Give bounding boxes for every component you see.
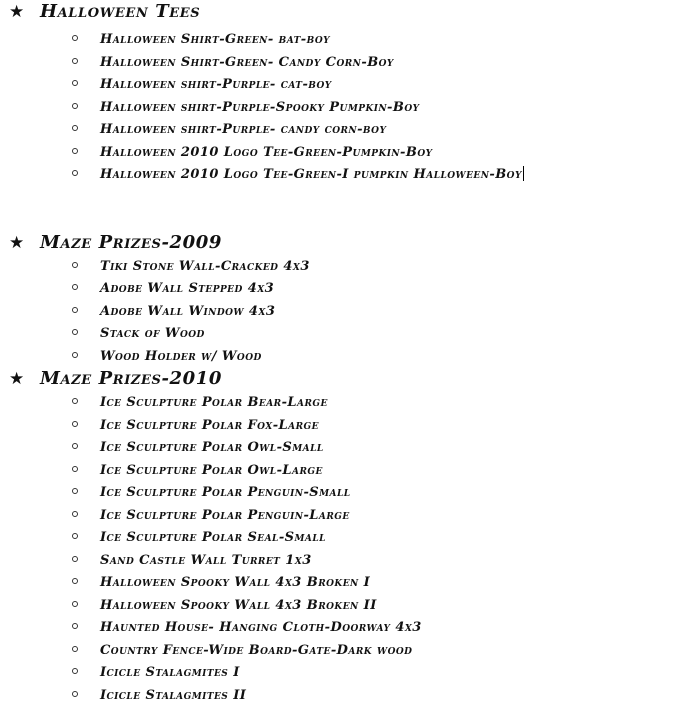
bullet-icon: [72, 646, 78, 652]
list-item: [0, 119, 679, 142]
section-header: [0, 232, 679, 254]
item-text[interactable]: Halloween 2010 Logo Tee-Green-I pumpkin Halloween-Boy: [100, 167, 522, 182]
item-label[interactable]: Halloween shirt-Purple- cat-boy: [100, 77, 332, 92]
section-maze-prizes-2010: [0, 368, 679, 707]
item-list: [0, 29, 679, 187]
section-title[interactable]: Maze Prizes-2010: [40, 368, 223, 389]
list-item: [0, 52, 679, 75]
bullet-icon: [72, 488, 78, 494]
item-label[interactable]: Halloween Spooky Wall 4x3 Broken I: [100, 575, 371, 590]
item-label[interactable]: Halloween 2010 Logo Tee-Green-Pumpkin-Boy: [100, 144, 433, 160]
bullet-icon: [72, 35, 78, 41]
list-item: [0, 97, 679, 120]
bullet-icon: [72, 352, 78, 358]
item-label[interactable]: Ice Sculpture Polar Fox-Large: [100, 417, 319, 433]
item-label[interactable]: Wood Holder w/ Wood: [100, 348, 262, 364]
bullet-icon: [72, 691, 78, 697]
item-label[interactable]: Ice Sculpture Polar Owl-Small: [100, 440, 324, 455]
section-maze-prizes-2009: [0, 232, 679, 369]
bullet-icon: [72, 533, 78, 539]
section-title[interactable]: Halloween Tees: [40, 1, 201, 22]
section-title[interactable]: Maze Prizes-2009: [40, 231, 223, 253]
bullet-icon: [72, 443, 78, 449]
item-list: [0, 392, 679, 707]
list-item: [0, 278, 679, 301]
item-label[interactable]: Halloween Spooky Wall 4x3 Broken II: [100, 597, 377, 613]
item-label[interactable]: Icicle Stalagmites I: [100, 665, 240, 680]
item-label[interactable]: Country Fence-Wide Board-Gate-Dark wood: [100, 642, 413, 658]
bullet-icon: [72, 170, 78, 176]
bullet-icon: [72, 398, 78, 404]
bullet-icon: [72, 307, 78, 313]
list-item: [0, 595, 679, 618]
bullet-icon: [72, 556, 78, 562]
item-label[interactable]: Haunted House- Hanging Cloth-Doorway 4x3: [100, 620, 422, 635]
star-icon: ★: [9, 2, 25, 22]
bullet-icon: [72, 668, 78, 674]
list-item: [0, 301, 679, 324]
item-label[interactable]: Stack of Wood: [100, 326, 205, 341]
item-list: [0, 256, 679, 369]
bullet-icon: [72, 329, 78, 335]
bullet-icon: [72, 421, 78, 427]
list-item: [0, 460, 679, 483]
list-item: [0, 482, 679, 505]
item-label[interactable]: Halloween shirt-Purple- candy corn-boy: [100, 122, 387, 137]
item-label-with-cursor[interactable]: [100, 166, 524, 184]
list-item: [0, 437, 679, 460]
list-item: [0, 550, 679, 573]
bullet-icon: [72, 623, 78, 629]
list-item: [0, 415, 679, 438]
list-item: [0, 392, 679, 415]
list-item: [0, 527, 679, 550]
item-label[interactable]: Halloween shirt-Purple-Spooky Pumpkin-Boy: [100, 99, 420, 115]
list-item: [0, 346, 679, 369]
bullet-icon: [72, 80, 78, 86]
item-label[interactable]: Ice Sculpture Polar Bear-Large: [100, 395, 328, 410]
section-halloween-tees: [0, 1, 679, 187]
item-label[interactable]: Halloween Shirt-Green- Candy Corn-Boy: [100, 54, 394, 70]
bullet-icon: [72, 58, 78, 64]
list-item: [0, 617, 679, 640]
item-label[interactable]: Tiki Stone Wall-Cracked 4x3: [100, 258, 310, 274]
item-label[interactable]: Icicle Stalagmites II: [100, 687, 247, 703]
list-item: [0, 685, 679, 708]
item-label[interactable]: Adobe Wall Stepped 4x3: [100, 281, 275, 296]
bullet-icon: [72, 578, 78, 584]
bullet-icon: [72, 103, 78, 109]
item-label[interactable]: Adobe Wall Window 4x3: [100, 303, 276, 319]
item-label[interactable]: Ice Sculpture Polar Penguin-Large: [100, 507, 350, 523]
item-label[interactable]: Ice Sculpture Polar Seal-Small: [100, 530, 326, 545]
star-icon: ★: [9, 369, 25, 389]
list-item: [0, 164, 679, 187]
list-item: [0, 256, 679, 279]
bullet-icon: [72, 466, 78, 472]
list-item: [0, 572, 679, 595]
list-item: [0, 323, 679, 346]
section-header: [0, 1, 679, 23]
bullet-icon: [72, 511, 78, 517]
bullet-icon: [72, 148, 78, 154]
list-item: [0, 29, 679, 52]
list-item: [0, 505, 679, 528]
list-item: [0, 142, 679, 165]
text-cursor: [523, 166, 524, 181]
bullet-icon: [72, 262, 78, 268]
list-item: [0, 74, 679, 97]
item-label[interactable]: Halloween Shirt-Green- bat-boy: [100, 32, 331, 47]
bullet-icon: [72, 125, 78, 131]
blank-line: [0, 187, 679, 232]
star-icon: ★: [9, 232, 25, 253]
list-item: [0, 662, 679, 685]
section-header: [0, 368, 679, 390]
list-item: [0, 640, 679, 663]
bullet-icon: [72, 601, 78, 607]
item-label[interactable]: Sand Castle Wall Turret 1x3: [100, 552, 312, 568]
item-label[interactable]: Ice Sculpture Polar Owl-Large: [100, 462, 323, 478]
bullet-icon: [72, 284, 78, 290]
item-label[interactable]: Ice Sculpture Polar Penguin-Small: [100, 485, 351, 500]
